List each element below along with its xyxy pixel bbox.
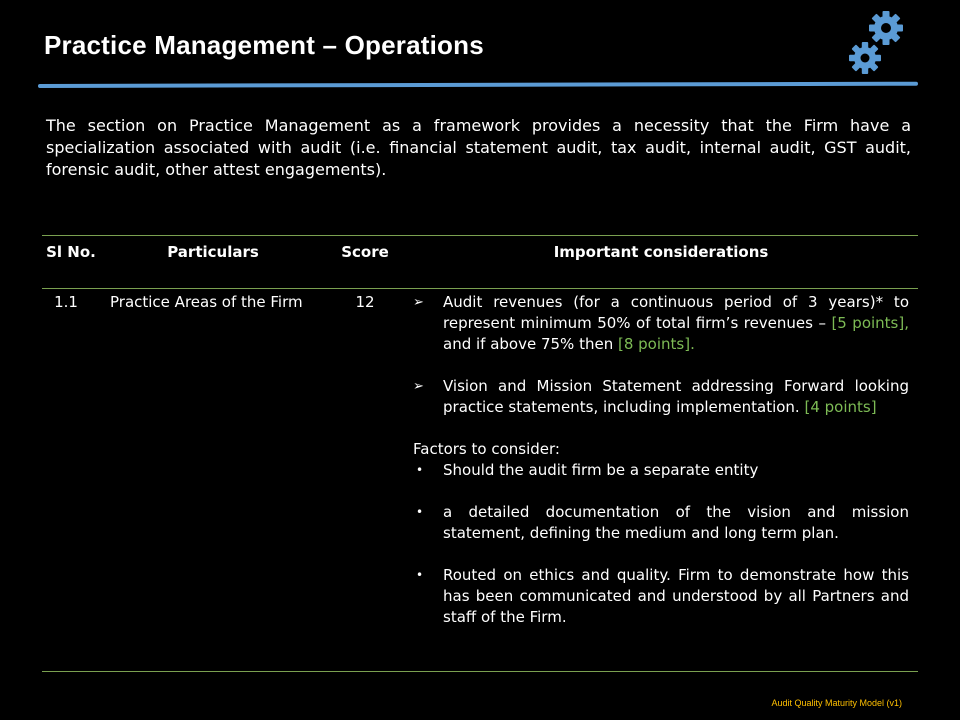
factors-label: Factors to consider: bbox=[413, 440, 560, 458]
arrow-bullet-icon: ➢ bbox=[413, 295, 424, 310]
points-label: [8 points]. bbox=[617, 335, 695, 353]
arrow-bullet-icon: ➢ bbox=[413, 379, 424, 394]
factor-text: a detailed documentation of the vision and mission statement, defining the medium and long term plan. bbox=[443, 503, 909, 542]
row-considerations bbox=[413, 292, 909, 649]
header-sl-no: Sl No. bbox=[46, 243, 96, 261]
row-sl-no: 1.1 bbox=[54, 293, 78, 311]
consideration-item-vision-mission bbox=[413, 376, 909, 418]
bullet-icon: • bbox=[416, 463, 424, 477]
factor-text: Should the audit firm be a separate entity bbox=[443, 461, 759, 479]
header-important-considerations: Important considerations bbox=[553, 243, 769, 261]
considerations-table bbox=[42, 235, 918, 672]
factor-text: Routed on ethics and quality. Firm to demonstrate how this has been communicated and understood by all Partners and staff of the Firm. bbox=[443, 566, 909, 626]
factor-item bbox=[413, 565, 909, 628]
consideration-item-audit-revenues bbox=[413, 292, 909, 355]
title-underline bbox=[38, 82, 918, 88]
gears-icon bbox=[840, 6, 910, 80]
item-text: Audit revenues (for a continuous period of 3 years)* to represent minimum 50% of total firm’s revenues – bbox=[443, 293, 909, 332]
points-label: [4 points] bbox=[804, 398, 877, 416]
header-score: Score bbox=[341, 243, 389, 261]
table-header-row bbox=[42, 236, 918, 289]
bullet-icon: • bbox=[416, 568, 424, 582]
item-text: and if above 75% then bbox=[443, 335, 614, 353]
slide-title: Practice Management – Operations bbox=[44, 30, 484, 60]
footer-label: Audit Quality Maturity Model (v1) bbox=[771, 698, 902, 708]
row-particulars: Practice Areas of the Firm bbox=[110, 293, 303, 311]
factor-item bbox=[413, 460, 909, 481]
bullet-icon: • bbox=[416, 505, 424, 519]
item-text: Vision and Mission Statement addressing Forward looking practice statements, including implementation. bbox=[443, 377, 909, 416]
row-score: 12 bbox=[355, 293, 375, 311]
points-label: [5 points], bbox=[831, 314, 909, 332]
factor-item bbox=[413, 502, 909, 544]
intro-paragraph: The section on Practice Management as a framework provides a necessity that the Firm have a specialization associated with audit (i.e. financial statement audit, tax audit, internal audit, GST audit, forensic audit, other attest engagements). bbox=[46, 116, 911, 179]
header-particulars: Particulars bbox=[167, 243, 259, 261]
